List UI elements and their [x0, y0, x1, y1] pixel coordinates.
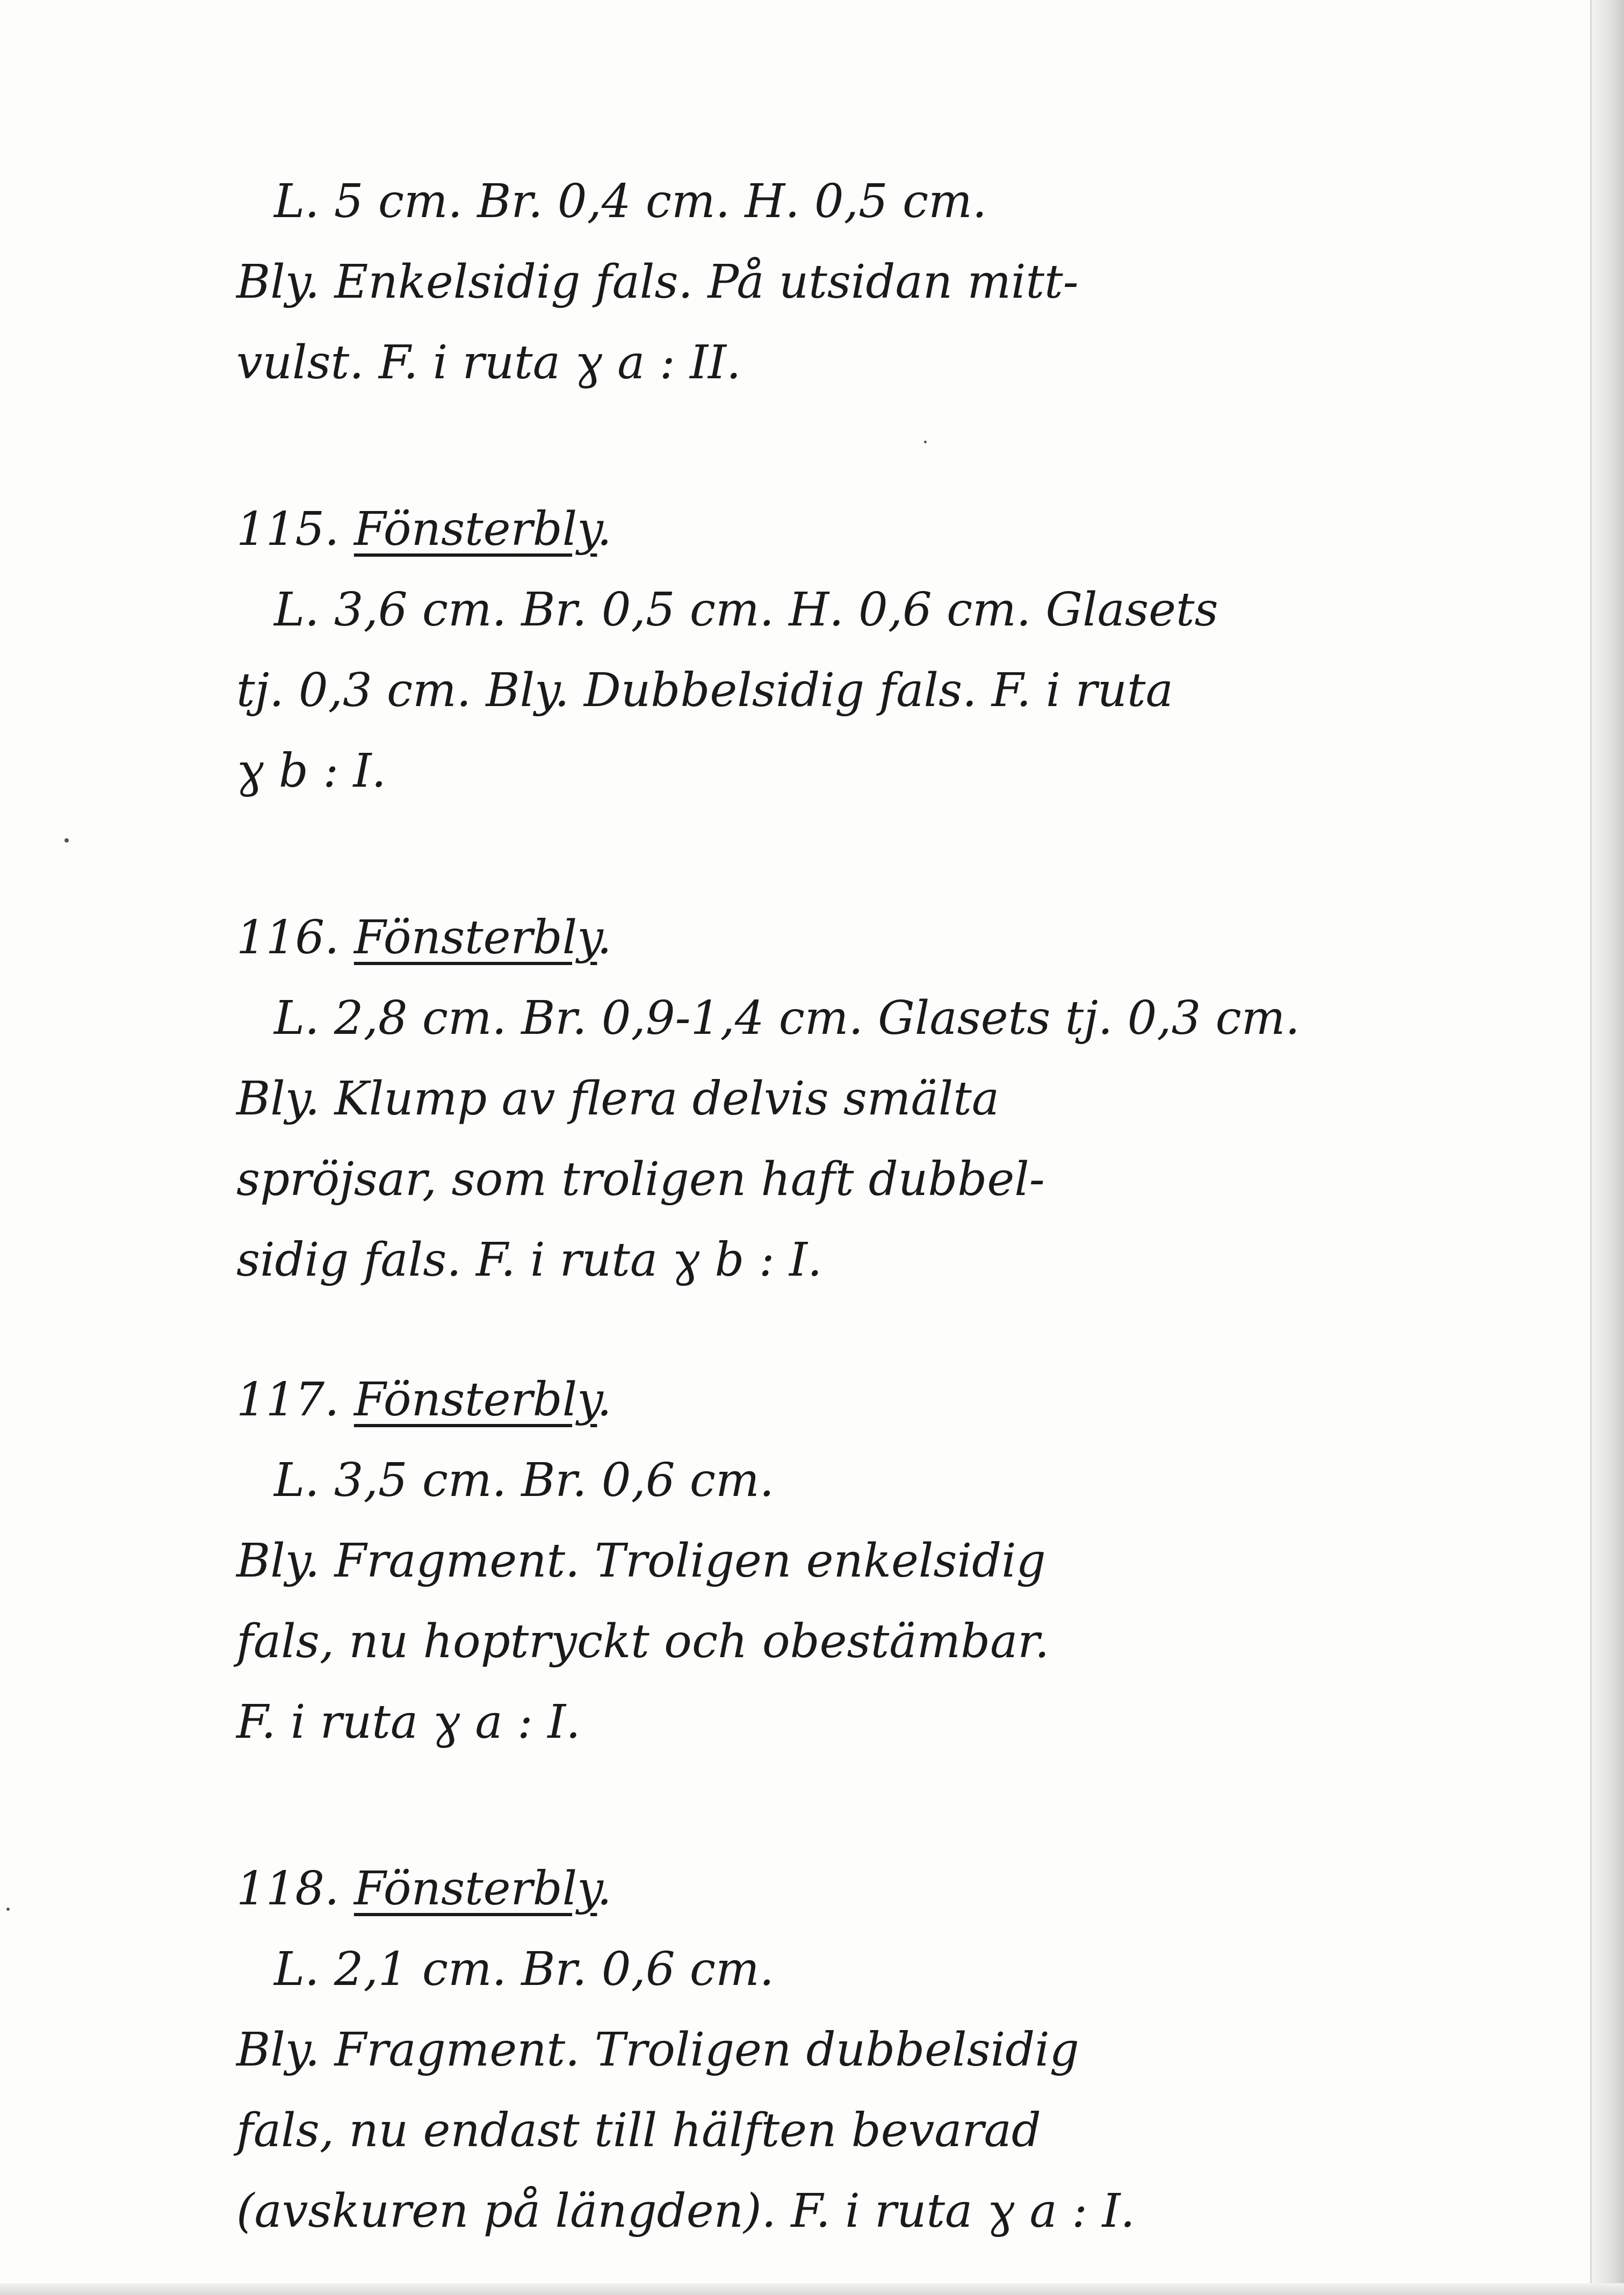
intro-block — [236, 161, 1408, 403]
entry-title: Fönsterbly — [353, 502, 597, 556]
intro-line: Bly. Enkelsidig fals. På utsidan mitt- — [236, 255, 1079, 309]
entry-line: fals, nu endast till hälften bevarad — [236, 2104, 1041, 2157]
entry-heading — [236, 1359, 1408, 1440]
entry-title-period: . — [597, 1862, 612, 1916]
entry-line: L. 2,1 cm. Br. 0,6 cm. — [274, 1943, 774, 1996]
entry-line: L. 2,8 cm. Br. 0,9-1,4 cm. Glasets tj. 0,3 cm. — [274, 991, 1300, 1045]
entry-line: fals, nu hoptryckt och obestämbar. — [236, 1615, 1050, 1668]
entry-line: (avskuren på längden). F. i ruta ɣ a : I. — [236, 2184, 1135, 2238]
entry-title: Fönsterbly — [353, 1373, 597, 1427]
entry-heading — [236, 897, 1408, 978]
page-right-edge — [1592, 0, 1624, 2295]
intro-line: vulst. F. i ruta ɣ a : II. — [236, 336, 741, 390]
handwritten-text — [236, 161, 1408, 2251]
entry-number: 117. — [236, 1373, 340, 1427]
entry-line: spröjsar, som troligen haft dubbel- — [236, 1153, 1045, 1206]
entry-number: 118. — [236, 1862, 340, 1916]
entry-heading — [236, 1848, 1408, 1929]
paper-speck — [64, 838, 69, 843]
entry-line: Bly. Fragment. Troligen dubbelsidig — [236, 2023, 1079, 2077]
entry-line: Bly. Fragment. Troligen enkelsidig — [236, 1534, 1046, 1588]
entry-title-period: . — [597, 911, 612, 965]
entry-line: F. i ruta ɣ a : I. — [236, 1695, 581, 1749]
entry-title-period: . — [597, 1373, 612, 1427]
entry-title: Fönsterbly — [353, 1862, 597, 1916]
entry-line: tj. 0,3 cm. Bly. Dubbelsidig fals. F. i ruta — [236, 664, 1173, 717]
entry-title-period: . — [597, 502, 612, 556]
entry-115 — [236, 489, 1408, 811]
entry-line: L. 3,6 cm. Br. 0,5 cm. H. 0,6 cm. Glasets — [274, 583, 1218, 637]
entry-line: L. 3,5 cm. Br. 0,6 cm. — [274, 1454, 774, 1507]
entry-line: Bly. Klump av flera delvis smälta — [236, 1072, 1000, 1126]
entry-number: 116. — [236, 911, 340, 965]
page-bottom-edge — [0, 2283, 1624, 2295]
entry-line: ɣ b : I. — [236, 744, 386, 798]
entry-number: 115. — [236, 502, 340, 556]
entry-title: Fönsterbly — [353, 911, 597, 965]
entry-118 — [236, 1848, 1408, 2251]
entry-116 — [236, 897, 1408, 1300]
entry-heading — [236, 489, 1408, 570]
entry-line: sidig fals. F. i ruta ɣ b : I. — [236, 1233, 822, 1287]
intro-line: L. 5 cm. Br. 0,4 cm. H. 0,5 cm. — [274, 175, 987, 228]
paper-speck — [6, 1908, 10, 1911]
entry-117 — [236, 1359, 1408, 1762]
